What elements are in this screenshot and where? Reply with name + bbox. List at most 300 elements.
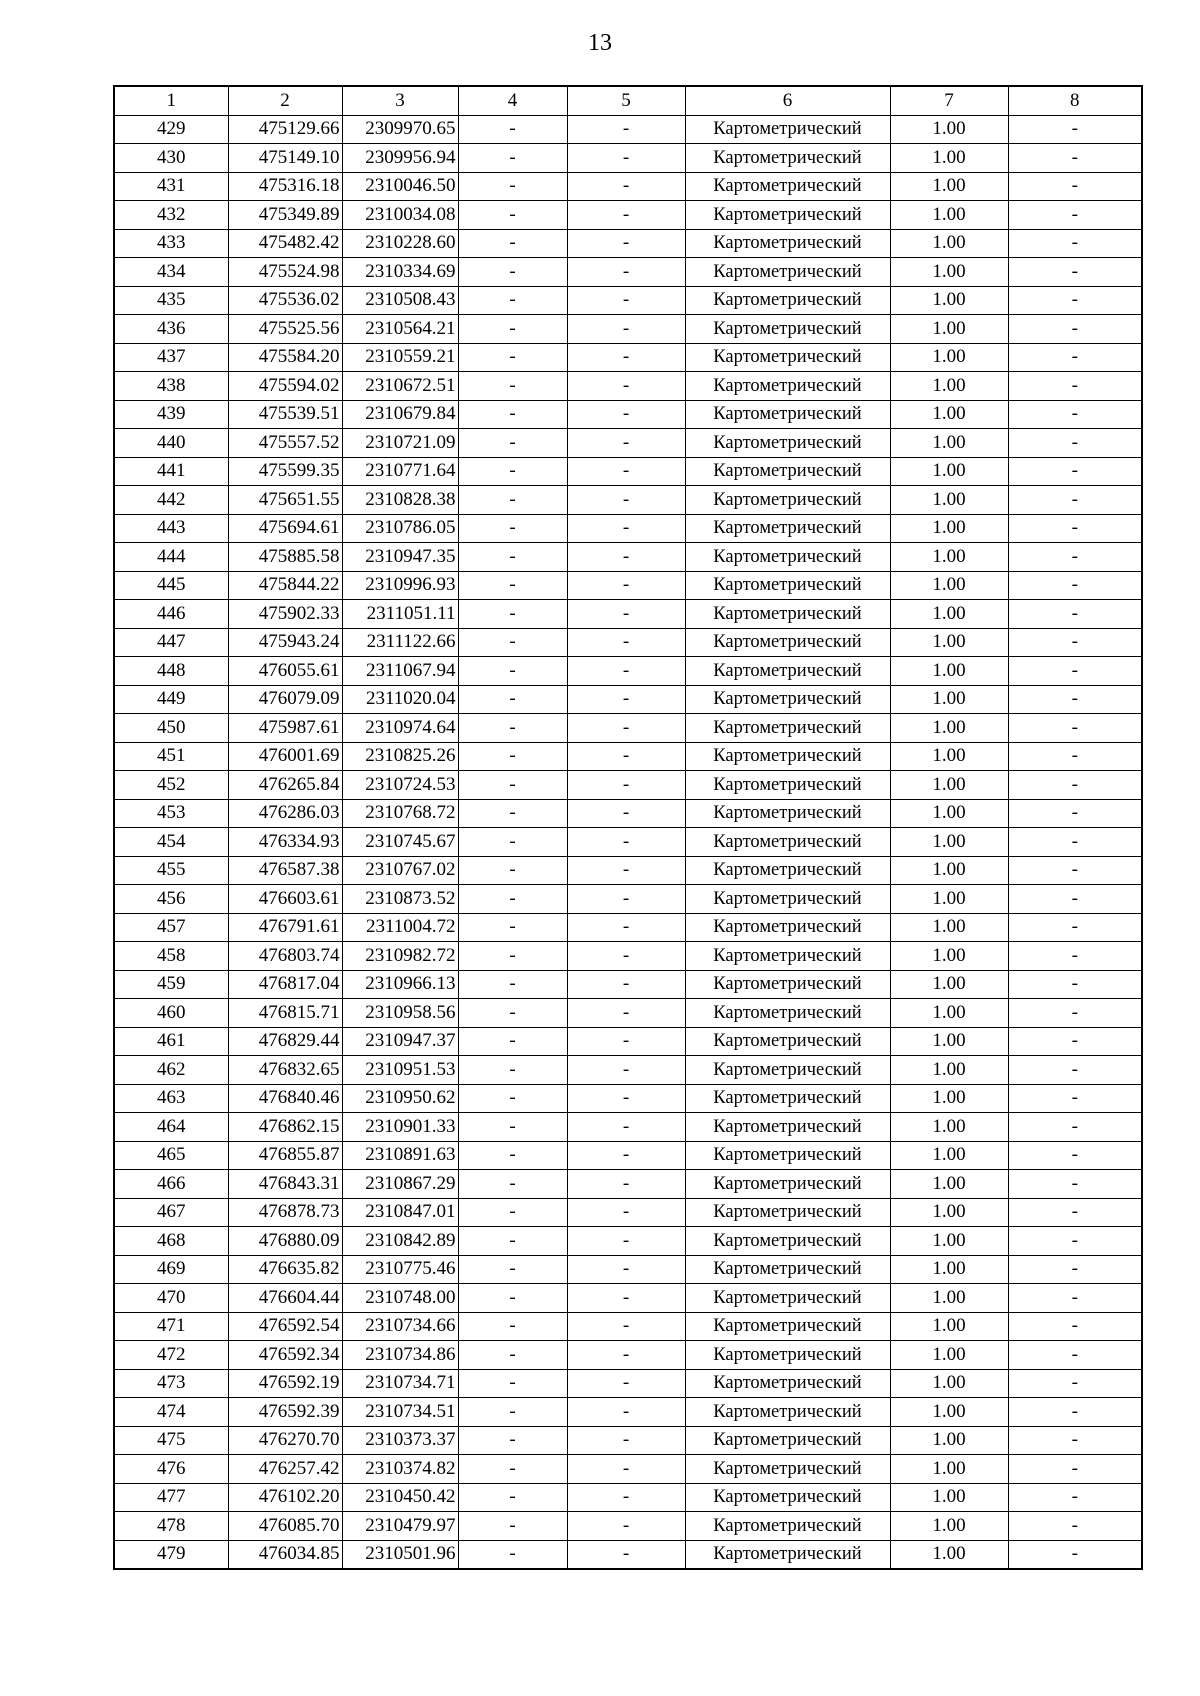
- method-cell: Картометрический: [685, 1113, 890, 1142]
- col-4-cell: -: [458, 1512, 567, 1541]
- y-coordinate-cell: 2310373.37: [342, 1426, 458, 1455]
- table-row: [114, 1170, 1142, 1199]
- col-8-cell: -: [1008, 799, 1142, 828]
- col-5-cell: -: [567, 315, 685, 344]
- accuracy-cell: 1.00: [890, 742, 1008, 771]
- point-number-cell: 473: [114, 1369, 228, 1398]
- x-coordinate-cell: 475599.35: [228, 457, 342, 486]
- y-coordinate-cell: 2310901.33: [342, 1113, 458, 1142]
- table-row: [114, 457, 1142, 486]
- col-4-cell: -: [458, 172, 567, 201]
- col-4-cell: -: [458, 1084, 567, 1113]
- y-coordinate-cell: 2310374.82: [342, 1455, 458, 1484]
- method-cell: Картометрический: [685, 1198, 890, 1227]
- col-5-cell: -: [567, 1141, 685, 1170]
- table-row: [114, 543, 1142, 572]
- table-row: [114, 1255, 1142, 1284]
- col-5-cell: -: [567, 1170, 685, 1199]
- col-5-cell: -: [567, 942, 685, 971]
- method-cell: Картометрический: [685, 1312, 890, 1341]
- point-number-cell: 438: [114, 372, 228, 401]
- table-row: [114, 514, 1142, 543]
- x-coordinate-cell: 476592.54: [228, 1312, 342, 1341]
- col-8-cell: -: [1008, 1255, 1142, 1284]
- col-4-cell: -: [458, 970, 567, 999]
- method-cell: Картометрический: [685, 970, 890, 999]
- col-5-cell: -: [567, 970, 685, 999]
- method-cell: Картометрический: [685, 942, 890, 971]
- point-number-cell: 446: [114, 600, 228, 629]
- point-number-cell: 450: [114, 714, 228, 743]
- col-5-cell: -: [567, 1540, 685, 1569]
- col-4-cell: -: [458, 115, 567, 144]
- accuracy-cell: 1.00: [890, 229, 1008, 258]
- col-4-cell: -: [458, 1455, 567, 1484]
- col-8-cell: -: [1008, 999, 1142, 1028]
- col-8-cell: -: [1008, 258, 1142, 287]
- x-coordinate-cell: 475316.18: [228, 172, 342, 201]
- accuracy-cell: 1.00: [890, 1426, 1008, 1455]
- column-header-8: 8: [1008, 86, 1142, 115]
- x-coordinate-cell: 475584.20: [228, 343, 342, 372]
- x-coordinate-cell: 476791.61: [228, 913, 342, 942]
- col-4-cell: -: [458, 799, 567, 828]
- method-cell: Картометрический: [685, 1227, 890, 1256]
- y-coordinate-cell: 2311004.72: [342, 913, 458, 942]
- col-5-cell: -: [567, 115, 685, 144]
- table-row: [114, 942, 1142, 971]
- col-4-cell: -: [458, 1027, 567, 1056]
- column-header-5: 5: [567, 86, 685, 115]
- method-cell: Картометрический: [685, 315, 890, 344]
- method-cell: Картометрический: [685, 771, 890, 800]
- method-cell: Картометрический: [685, 714, 890, 743]
- x-coordinate-cell: 476878.73: [228, 1198, 342, 1227]
- col-4-cell: -: [458, 1398, 567, 1427]
- point-number-cell: 464: [114, 1113, 228, 1142]
- method-cell: Картометрический: [685, 514, 890, 543]
- point-number-cell: 442: [114, 486, 228, 515]
- point-number-cell: 474: [114, 1398, 228, 1427]
- col-4-cell: -: [458, 1483, 567, 1512]
- col-8-cell: -: [1008, 543, 1142, 572]
- table-row: [114, 714, 1142, 743]
- y-coordinate-cell: 2310982.72: [342, 942, 458, 971]
- accuracy-cell: 1.00: [890, 942, 1008, 971]
- col-8-cell: -: [1008, 172, 1142, 201]
- point-number-cell: 432: [114, 201, 228, 230]
- col-5-cell: -: [567, 1113, 685, 1142]
- col-8-cell: -: [1008, 1483, 1142, 1512]
- col-4-cell: -: [458, 372, 567, 401]
- x-coordinate-cell: 476862.15: [228, 1113, 342, 1142]
- point-number-cell: 434: [114, 258, 228, 287]
- col-8-cell: -: [1008, 486, 1142, 515]
- accuracy-cell: 1.00: [890, 1255, 1008, 1284]
- column-header-7: 7: [890, 86, 1008, 115]
- col-8-cell: -: [1008, 201, 1142, 230]
- accuracy-cell: 1.00: [890, 714, 1008, 743]
- method-cell: Картометрический: [685, 172, 890, 201]
- method-cell: Картометрический: [685, 457, 890, 486]
- point-number-cell: 478: [114, 1512, 228, 1541]
- accuracy-cell: 1.00: [890, 1198, 1008, 1227]
- y-coordinate-cell: 2310046.50: [342, 172, 458, 201]
- accuracy-cell: 1.00: [890, 657, 1008, 686]
- point-number-cell: 449: [114, 685, 228, 714]
- y-coordinate-cell: 2310672.51: [342, 372, 458, 401]
- accuracy-cell: 1.00: [890, 115, 1008, 144]
- x-coordinate-cell: 476843.31: [228, 1170, 342, 1199]
- method-cell: Картометрический: [685, 1170, 890, 1199]
- col-5-cell: -: [567, 1056, 685, 1085]
- x-coordinate-cell: 476592.19: [228, 1369, 342, 1398]
- x-coordinate-cell: 475651.55: [228, 486, 342, 515]
- col-4-cell: -: [458, 1426, 567, 1455]
- col-5-cell: -: [567, 600, 685, 629]
- col-4-cell: -: [458, 913, 567, 942]
- point-number-cell: 475: [114, 1426, 228, 1455]
- x-coordinate-cell: 476832.65: [228, 1056, 342, 1085]
- point-number-cell: 447: [114, 628, 228, 657]
- col-5-cell: -: [567, 1284, 685, 1313]
- accuracy-cell: 1.00: [890, 571, 1008, 600]
- col-5-cell: -: [567, 457, 685, 486]
- col-4-cell: -: [458, 1312, 567, 1341]
- point-number-cell: 433: [114, 229, 228, 258]
- col-4-cell: -: [458, 771, 567, 800]
- col-5-cell: -: [567, 1341, 685, 1370]
- x-coordinate-cell: 476592.39: [228, 1398, 342, 1427]
- col-8-cell: -: [1008, 115, 1142, 144]
- table-row: [114, 742, 1142, 771]
- x-coordinate-cell: 476257.42: [228, 1455, 342, 1484]
- accuracy-cell: 1.00: [890, 400, 1008, 429]
- y-coordinate-cell: 2311067.94: [342, 657, 458, 686]
- accuracy-cell: 1.00: [890, 885, 1008, 914]
- col-4-cell: -: [458, 429, 567, 458]
- x-coordinate-cell: 476855.87: [228, 1141, 342, 1170]
- col-8-cell: -: [1008, 685, 1142, 714]
- col-5-cell: -: [567, 1483, 685, 1512]
- col-8-cell: -: [1008, 885, 1142, 914]
- col-5-cell: -: [567, 856, 685, 885]
- y-coordinate-cell: 2311020.04: [342, 685, 458, 714]
- point-number-cell: 444: [114, 543, 228, 572]
- accuracy-cell: 1.00: [890, 828, 1008, 857]
- col-5-cell: -: [567, 1312, 685, 1341]
- y-coordinate-cell: 2309970.65: [342, 115, 458, 144]
- col-8-cell: -: [1008, 970, 1142, 999]
- method-cell: Картометрический: [685, 258, 890, 287]
- x-coordinate-cell: 476604.44: [228, 1284, 342, 1313]
- x-coordinate-cell: 476055.61: [228, 657, 342, 686]
- table-row: [114, 315, 1142, 344]
- col-5-cell: -: [567, 799, 685, 828]
- method-cell: Картометрический: [685, 885, 890, 914]
- point-number-cell: 456: [114, 885, 228, 914]
- col-4-cell: -: [458, 1284, 567, 1313]
- accuracy-cell: 1.00: [890, 1540, 1008, 1569]
- accuracy-cell: 1.00: [890, 1284, 1008, 1313]
- x-coordinate-cell: 475129.66: [228, 115, 342, 144]
- table-row: [114, 1284, 1142, 1313]
- table-row: [114, 970, 1142, 999]
- col-8-cell: -: [1008, 1398, 1142, 1427]
- accuracy-cell: 1.00: [890, 372, 1008, 401]
- col-4-cell: -: [458, 1056, 567, 1085]
- point-number-cell: 467: [114, 1198, 228, 1227]
- method-cell: Картометрический: [685, 486, 890, 515]
- method-cell: Картометрический: [685, 372, 890, 401]
- table-row: [114, 571, 1142, 600]
- table-row: [114, 1483, 1142, 1512]
- method-cell: Картометрический: [685, 1284, 890, 1313]
- method-cell: Картометрический: [685, 1540, 890, 1569]
- col-5-cell: -: [567, 258, 685, 287]
- accuracy-cell: 1.00: [890, 1227, 1008, 1256]
- accuracy-cell: 1.00: [890, 1141, 1008, 1170]
- col-5-cell: -: [567, 771, 685, 800]
- col-5-cell: -: [567, 828, 685, 857]
- col-5-cell: -: [567, 201, 685, 230]
- col-4-cell: -: [458, 286, 567, 315]
- accuracy-cell: 1.00: [890, 1170, 1008, 1199]
- table-row: [114, 1312, 1142, 1341]
- col-4-cell: -: [458, 999, 567, 1028]
- col-8-cell: -: [1008, 144, 1142, 173]
- col-5-cell: -: [567, 571, 685, 600]
- col-4-cell: -: [458, 1369, 567, 1398]
- accuracy-cell: 1.00: [890, 1369, 1008, 1398]
- method-cell: Картометрический: [685, 1255, 890, 1284]
- col-5-cell: -: [567, 742, 685, 771]
- method-cell: Картометрический: [685, 913, 890, 942]
- col-4-cell: -: [458, 514, 567, 543]
- x-coordinate-cell: 476635.82: [228, 1255, 342, 1284]
- x-coordinate-cell: 475539.51: [228, 400, 342, 429]
- method-cell: Картометрический: [685, 1141, 890, 1170]
- col-8-cell: -: [1008, 1341, 1142, 1370]
- table-row: [114, 1426, 1142, 1455]
- point-number-cell: 440: [114, 429, 228, 458]
- y-coordinate-cell: 2310950.62: [342, 1084, 458, 1113]
- table-row: [114, 144, 1142, 173]
- table-row: [114, 1113, 1142, 1142]
- method-cell: Картометрический: [685, 144, 890, 173]
- col-4-cell: -: [458, 1540, 567, 1569]
- y-coordinate-cell: 2310966.13: [342, 970, 458, 999]
- x-coordinate-cell: 476270.70: [228, 1426, 342, 1455]
- table-row: [114, 1455, 1142, 1484]
- col-4-cell: -: [458, 742, 567, 771]
- accuracy-cell: 1.00: [890, 1398, 1008, 1427]
- col-5-cell: -: [567, 372, 685, 401]
- x-coordinate-cell: 476085.70: [228, 1512, 342, 1541]
- table-row: [114, 1227, 1142, 1256]
- col-4-cell: -: [458, 343, 567, 372]
- col-5-cell: -: [567, 172, 685, 201]
- x-coordinate-cell: 476334.93: [228, 828, 342, 857]
- col-5-cell: -: [567, 1227, 685, 1256]
- x-coordinate-cell: 475482.42: [228, 229, 342, 258]
- y-coordinate-cell: 2310559.21: [342, 343, 458, 372]
- point-number-cell: 452: [114, 771, 228, 800]
- point-number-cell: 435: [114, 286, 228, 315]
- table-row: [114, 1084, 1142, 1113]
- table-row: [114, 286, 1142, 315]
- col-5-cell: -: [567, 628, 685, 657]
- y-coordinate-cell: 2310873.52: [342, 885, 458, 914]
- y-coordinate-cell: 2310734.51: [342, 1398, 458, 1427]
- table-row: [114, 1512, 1142, 1541]
- col-5-cell: -: [567, 1512, 685, 1541]
- col-4-cell: -: [458, 144, 567, 173]
- col-4-cell: -: [458, 543, 567, 572]
- col-8-cell: -: [1008, 828, 1142, 857]
- method-cell: Картометрический: [685, 1426, 890, 1455]
- point-number-cell: 469: [114, 1255, 228, 1284]
- method-cell: Картометрический: [685, 1483, 890, 1512]
- y-coordinate-cell: 2310724.53: [342, 771, 458, 800]
- y-coordinate-cell: 2310450.42: [342, 1483, 458, 1512]
- method-cell: Картометрический: [685, 1056, 890, 1085]
- col-8-cell: -: [1008, 1170, 1142, 1199]
- y-coordinate-cell: 2310734.86: [342, 1341, 458, 1370]
- col-5-cell: -: [567, 286, 685, 315]
- table-row: [114, 885, 1142, 914]
- y-coordinate-cell: 2310748.00: [342, 1284, 458, 1313]
- point-number-cell: 443: [114, 514, 228, 543]
- y-coordinate-cell: 2309956.94: [342, 144, 458, 173]
- col-4-cell: -: [458, 1227, 567, 1256]
- point-number-cell: 430: [114, 144, 228, 173]
- col-5-cell: -: [567, 1398, 685, 1427]
- table-row: [114, 343, 1142, 372]
- x-coordinate-cell: 475694.61: [228, 514, 342, 543]
- point-number-cell: 462: [114, 1056, 228, 1085]
- point-number-cell: 472: [114, 1341, 228, 1370]
- coordinates-table: [113, 85, 1143, 1570]
- column-header-6: 6: [685, 86, 890, 115]
- point-number-cell: 471: [114, 1312, 228, 1341]
- point-number-cell: 454: [114, 828, 228, 857]
- col-8-cell: -: [1008, 1198, 1142, 1227]
- y-coordinate-cell: 2310034.08: [342, 201, 458, 230]
- table-row: [114, 172, 1142, 201]
- y-coordinate-cell: 2310479.97: [342, 1512, 458, 1541]
- accuracy-cell: 1.00: [890, 343, 1008, 372]
- point-number-cell: 429: [114, 115, 228, 144]
- col-5-cell: -: [567, 885, 685, 914]
- col-4-cell: -: [458, 457, 567, 486]
- table-row: [114, 600, 1142, 629]
- y-coordinate-cell: 2310996.93: [342, 571, 458, 600]
- col-8-cell: -: [1008, 1141, 1142, 1170]
- col-8-cell: -: [1008, 714, 1142, 743]
- col-4-cell: -: [458, 1198, 567, 1227]
- method-cell: Картометрический: [685, 400, 890, 429]
- col-5-cell: -: [567, 685, 685, 714]
- col-5-cell: -: [567, 429, 685, 458]
- method-cell: Картометрический: [685, 1455, 890, 1484]
- table-row: [114, 115, 1142, 144]
- method-cell: Картометрический: [685, 115, 890, 144]
- col-4-cell: -: [458, 201, 567, 230]
- point-number-cell: 460: [114, 999, 228, 1028]
- method-cell: Картометрический: [685, 1398, 890, 1427]
- accuracy-cell: 1.00: [890, 771, 1008, 800]
- x-coordinate-cell: 475943.24: [228, 628, 342, 657]
- method-cell: Картометрический: [685, 1027, 890, 1056]
- point-number-cell: 431: [114, 172, 228, 201]
- column-header-2: 2: [228, 86, 342, 115]
- col-8-cell: -: [1008, 628, 1142, 657]
- y-coordinate-cell: 2310734.66: [342, 1312, 458, 1341]
- y-coordinate-cell: 2310767.02: [342, 856, 458, 885]
- accuracy-cell: 1.00: [890, 1455, 1008, 1484]
- table-row: [114, 1341, 1142, 1370]
- col-5-cell: -: [567, 1455, 685, 1484]
- accuracy-cell: 1.00: [890, 999, 1008, 1028]
- point-number-cell: 466: [114, 1170, 228, 1199]
- point-number-cell: 463: [114, 1084, 228, 1113]
- y-coordinate-cell: 2311122.66: [342, 628, 458, 657]
- x-coordinate-cell: 476815.71: [228, 999, 342, 1028]
- accuracy-cell: 1.00: [890, 429, 1008, 458]
- table-row: [114, 913, 1142, 942]
- table-row: [114, 486, 1142, 515]
- col-8-cell: -: [1008, 1027, 1142, 1056]
- accuracy-cell: 1.00: [890, 514, 1008, 543]
- col-5-cell: -: [567, 1255, 685, 1284]
- y-coordinate-cell: 2310771.64: [342, 457, 458, 486]
- y-coordinate-cell: 2310721.09: [342, 429, 458, 458]
- col-8-cell: -: [1008, 1084, 1142, 1113]
- method-cell: Картометрический: [685, 685, 890, 714]
- accuracy-cell: 1.00: [890, 799, 1008, 828]
- method-cell: Картометрический: [685, 229, 890, 258]
- method-cell: Картометрический: [685, 1512, 890, 1541]
- x-coordinate-cell: 475149.10: [228, 144, 342, 173]
- table-row: [114, 628, 1142, 657]
- y-coordinate-cell: 2310679.84: [342, 400, 458, 429]
- x-coordinate-cell: 476001.69: [228, 742, 342, 771]
- col-8-cell: -: [1008, 657, 1142, 686]
- accuracy-cell: 1.00: [890, 457, 1008, 486]
- accuracy-cell: 1.00: [890, 1312, 1008, 1341]
- point-number-cell: 441: [114, 457, 228, 486]
- accuracy-cell: 1.00: [890, 1056, 1008, 1085]
- table-row: [114, 400, 1142, 429]
- y-coordinate-cell: 2310786.05: [342, 514, 458, 543]
- col-5-cell: -: [567, 1084, 685, 1113]
- x-coordinate-cell: 476592.34: [228, 1341, 342, 1370]
- method-cell: Картометрический: [685, 1084, 890, 1113]
- point-number-cell: 448: [114, 657, 228, 686]
- table-row: [114, 429, 1142, 458]
- accuracy-cell: 1.00: [890, 970, 1008, 999]
- method-cell: Картометрический: [685, 856, 890, 885]
- col-4-cell: -: [458, 885, 567, 914]
- point-number-cell: 455: [114, 856, 228, 885]
- table-row: [114, 1027, 1142, 1056]
- x-coordinate-cell: 475594.02: [228, 372, 342, 401]
- point-number-cell: 477: [114, 1483, 228, 1512]
- accuracy-cell: 1.00: [890, 1084, 1008, 1113]
- x-coordinate-cell: 476840.46: [228, 1084, 342, 1113]
- y-coordinate-cell: 2310564.21: [342, 315, 458, 344]
